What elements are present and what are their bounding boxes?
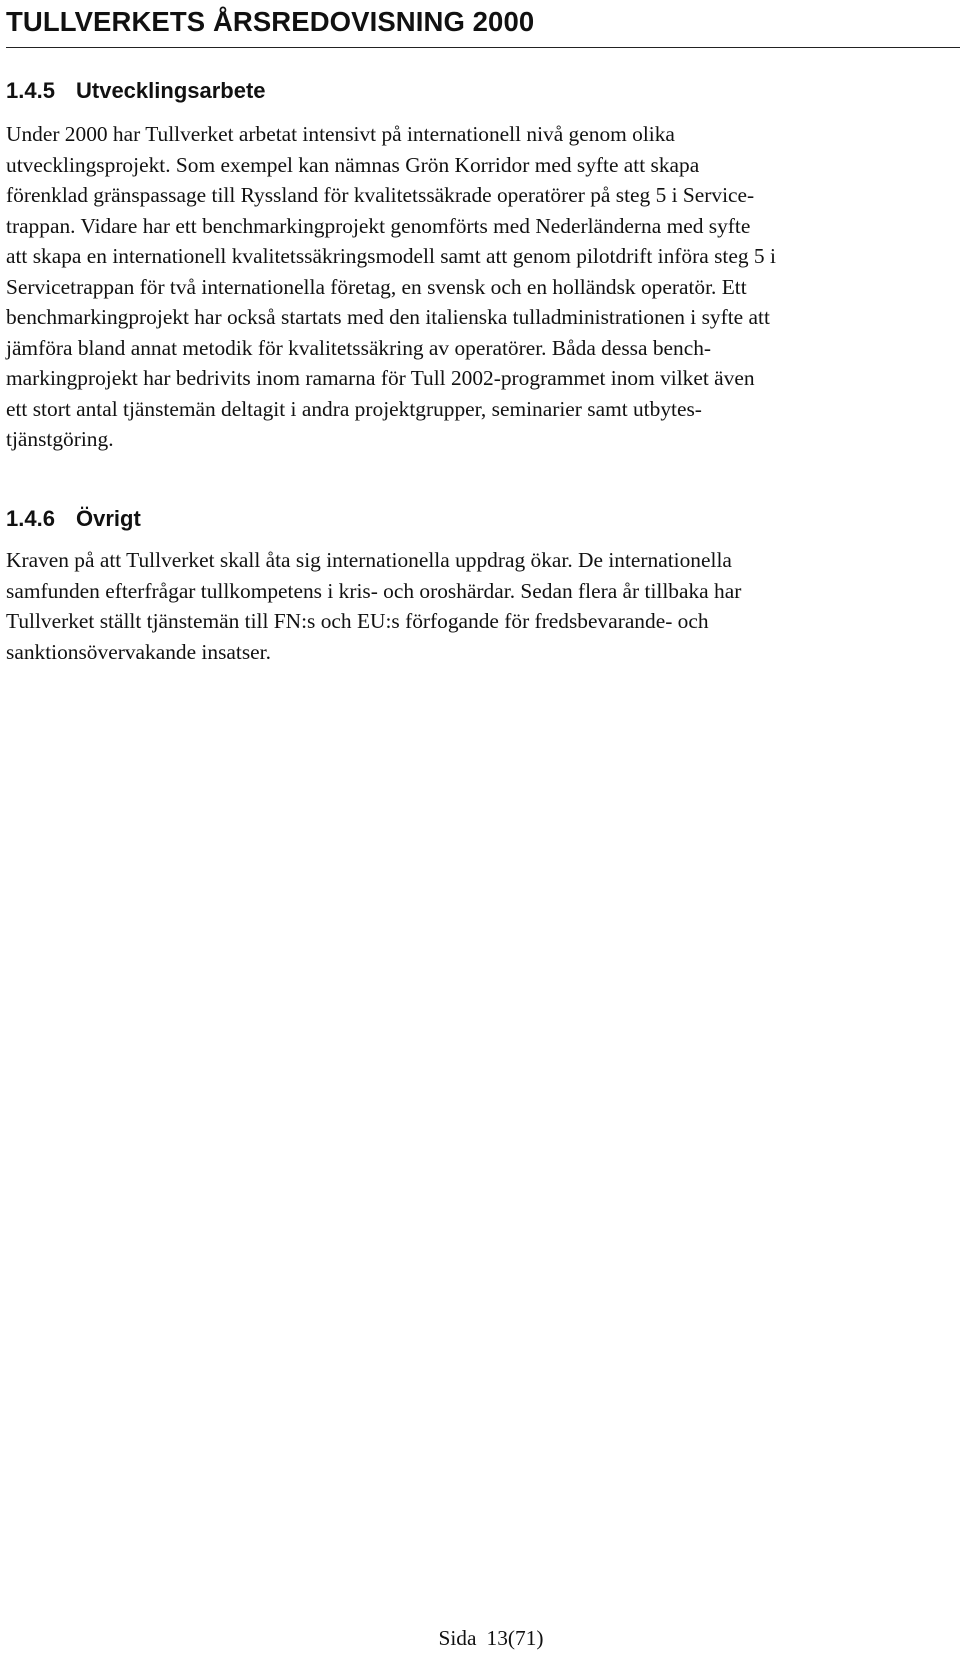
section-number: 1.4.6 bbox=[6, 506, 55, 531]
section-title: Utvecklingsarbete bbox=[76, 78, 266, 103]
paragraph-line: benchmarkingprojekt har också startats med den italienska tulladministrationen i syfte att bbox=[6, 305, 770, 329]
paragraph-line: Kraven på att Tullverket skall åta sig internationella uppdrag ökar. De internationella bbox=[6, 548, 732, 572]
page-label: Sida bbox=[438, 1626, 477, 1650]
section-heading-utvecklingsarbete bbox=[6, 77, 266, 105]
paragraph-line: Under 2000 har Tullverket arbetat intensivt på internationell nivå genom olika bbox=[6, 122, 675, 146]
paragraph-line: att skapa en internationell kvalitetssäkringsmodell samt att genom pilotdrift införa steg 5 i bbox=[6, 244, 776, 268]
section-title: Övrigt bbox=[76, 506, 141, 531]
page-title: TULLVERKETS ÅRSREDOVISNING 2000 bbox=[6, 6, 535, 37]
paragraph-line: trappan. Vidare har ett benchmarkingprojekt genomförts med Nederländerna med syfte bbox=[6, 213, 751, 238]
paragraph-line: samfunden efterfrågar tullkompetens i kris- och oroshärdar. Sedan flera år tillbaka har bbox=[6, 578, 742, 603]
page-number: 13(71) bbox=[486, 1626, 544, 1650]
paragraph-line: Servicetrappan för två internationella företag, en svensk och en holländsk operatör. Ett bbox=[6, 274, 747, 299]
paragraph-utvecklingsarbete bbox=[6, 119, 960, 455]
paragraph-line: jämföra bland annat metodik för kvalitetssäkring av operatörer. Båda dessa bench- bbox=[6, 335, 712, 360]
paragraph-line: utvecklingsprojekt. Som exempel kan nämnas Grön Korridor med syfte att skapa bbox=[6, 152, 700, 177]
page-footer bbox=[0, 1625, 960, 1651]
paragraph-line: Tullverket ställt tjänstemän till FN:s och EU:s förfogande för fredsbevarande- och bbox=[6, 609, 709, 633]
paragraph-ovrigt bbox=[6, 545, 960, 667]
paragraph-line: tjänstgöring. bbox=[6, 427, 114, 451]
paragraph-line: sanktionsövervakande insatser. bbox=[6, 639, 271, 664]
section-number: 1.4.5 bbox=[6, 78, 55, 103]
paragraph-line: ett stort antal tjänstemän deltagit i andra projektgrupper, seminarier samt utbytes- bbox=[6, 396, 702, 421]
header-divider bbox=[6, 47, 960, 48]
section-heading-ovrigt bbox=[6, 505, 141, 533]
paragraph-line: markingprojekt har bedrivits inom ramarna för Tull 2002-programmet inom vilket även bbox=[6, 366, 755, 390]
paragraph-line: förenklad gränspassage till Ryssland för kvalitetssäkrade operatörer på steg 5 i Service- bbox=[6, 183, 755, 207]
